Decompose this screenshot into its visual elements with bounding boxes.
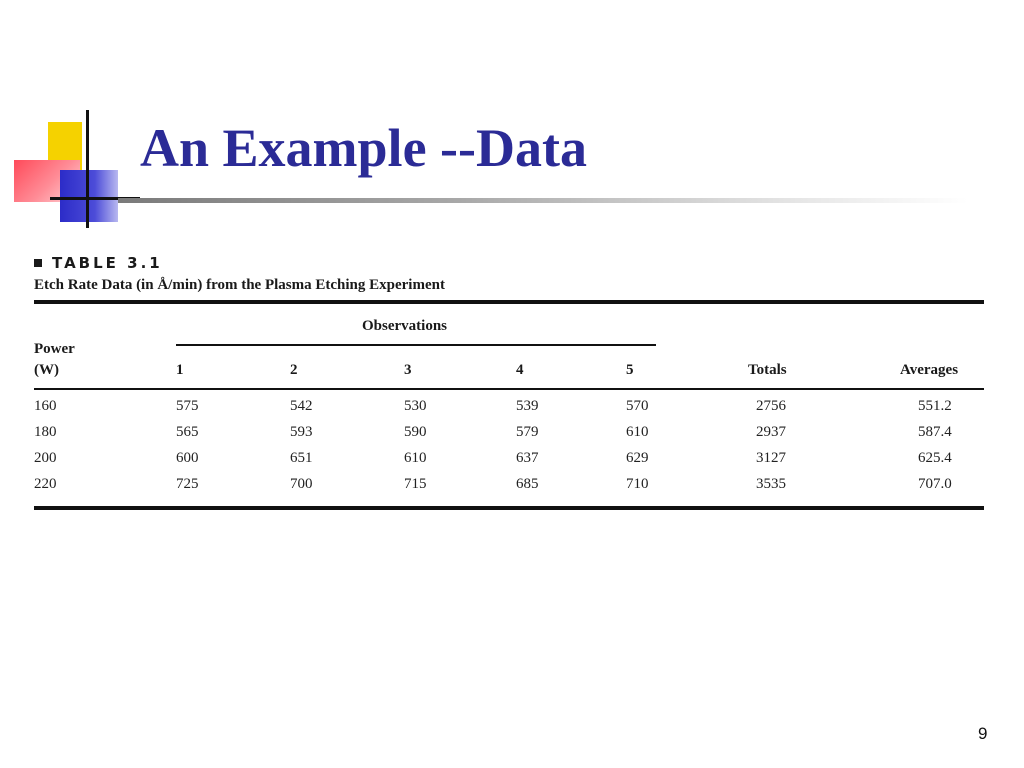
col-header-3: 3 bbox=[404, 362, 412, 378]
cell-total: 2937 bbox=[756, 424, 786, 440]
col-header-2: 2 bbox=[290, 362, 298, 378]
col-header-5: 5 bbox=[626, 362, 634, 378]
cell-obs-3: 610 bbox=[404, 450, 427, 466]
cell-total: 2756 bbox=[756, 398, 786, 414]
cell-obs-1: 565 bbox=[176, 424, 199, 440]
averages-header: Averages bbox=[900, 362, 959, 378]
cell-obs-2: 700 bbox=[290, 476, 313, 492]
cell-average: 707.0 bbox=[918, 476, 952, 492]
cell-average: 551.2 bbox=[918, 398, 952, 414]
cell-obs-5: 629 bbox=[626, 450, 649, 466]
cell-total: 3127 bbox=[756, 450, 786, 466]
cell-obs-4: 685 bbox=[516, 476, 539, 492]
table-label bbox=[34, 252, 984, 274]
cell-average: 587.4 bbox=[918, 424, 952, 440]
observations-header: Observations bbox=[362, 318, 448, 334]
totals-header: Totals bbox=[748, 362, 787, 378]
table-header bbox=[34, 304, 984, 388]
cell-power: 180 bbox=[34, 424, 57, 440]
slide-title: An Example --Data bbox=[140, 118, 587, 178]
title-underline bbox=[118, 198, 968, 203]
cell-obs-5: 610 bbox=[626, 424, 649, 440]
table-row bbox=[34, 394, 984, 420]
table-caption: Etch Rate Data (in Å/min) from the Plasma Etching Experiment bbox=[34, 277, 445, 293]
table-bottom-rule bbox=[34, 506, 984, 510]
cell-obs-5: 570 bbox=[626, 398, 649, 414]
cell-obs-2: 542 bbox=[290, 398, 313, 414]
table-row bbox=[34, 446, 984, 472]
observations-rule bbox=[176, 344, 656, 346]
logo-blue-square bbox=[60, 170, 118, 222]
data-table bbox=[34, 252, 984, 510]
page-number: 9 bbox=[978, 724, 988, 743]
cell-obs-3: 715 bbox=[404, 476, 427, 492]
cell-obs-1: 725 bbox=[176, 476, 199, 492]
cell-obs-1: 600 bbox=[176, 450, 199, 466]
power-header-line1: Power bbox=[34, 341, 75, 357]
cell-obs-3: 530 bbox=[404, 398, 427, 414]
cell-power: 160 bbox=[34, 398, 57, 414]
cell-obs-2: 593 bbox=[290, 424, 313, 440]
slide-logo-decoration bbox=[0, 0, 140, 240]
power-header-line2: (W) bbox=[34, 362, 59, 378]
cell-obs-2: 651 bbox=[290, 450, 313, 466]
cell-obs-4: 579 bbox=[516, 424, 539, 440]
cell-obs-4: 637 bbox=[516, 450, 539, 466]
table-row bbox=[34, 420, 984, 446]
cell-power: 200 bbox=[34, 450, 57, 466]
table-label-text: TABLE 3.1 bbox=[52, 254, 163, 272]
logo-vertical-line bbox=[86, 110, 89, 228]
col-header-4: 4 bbox=[516, 362, 524, 378]
table-row bbox=[34, 472, 984, 498]
cell-obs-4: 539 bbox=[516, 398, 539, 414]
cell-power: 220 bbox=[34, 476, 57, 492]
square-bullet-icon bbox=[34, 259, 42, 267]
cell-obs-5: 710 bbox=[626, 476, 649, 492]
cell-total: 3535 bbox=[756, 476, 786, 492]
col-header-1: 1 bbox=[176, 362, 184, 378]
cell-obs-3: 590 bbox=[404, 424, 427, 440]
cell-average: 625.4 bbox=[918, 450, 952, 466]
cell-obs-1: 575 bbox=[176, 398, 199, 414]
table-body bbox=[34, 390, 984, 506]
